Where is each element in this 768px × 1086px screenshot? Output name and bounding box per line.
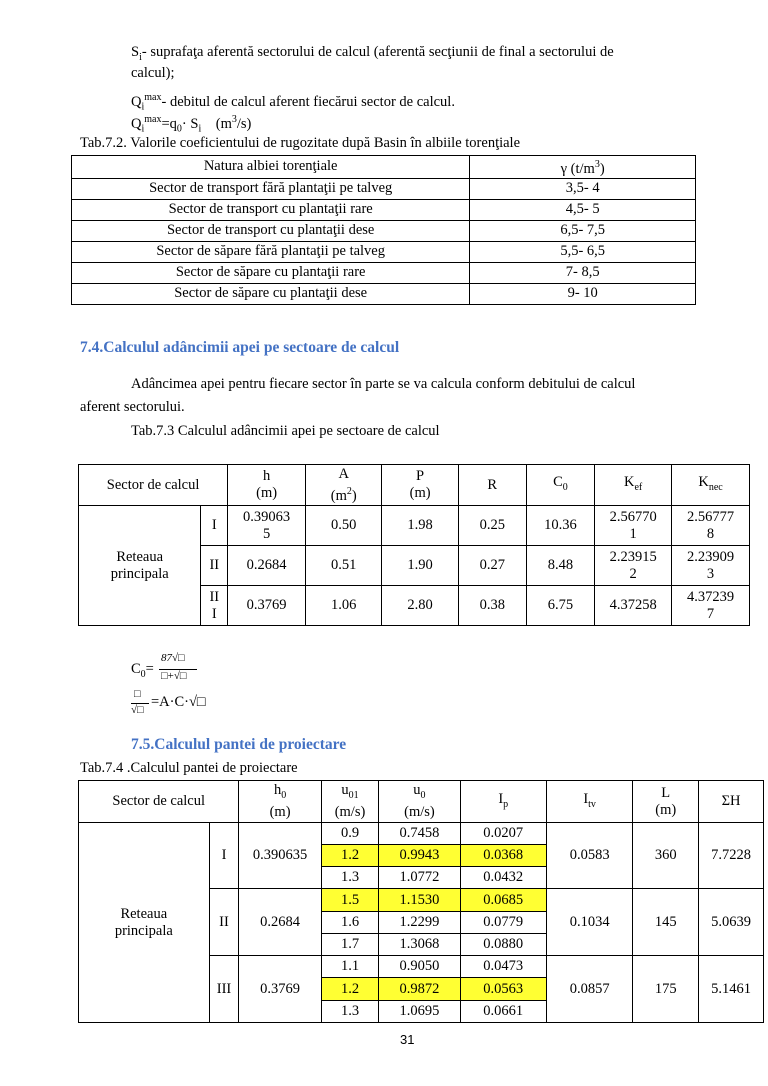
table73-group-label: Reteaua principala	[79, 506, 201, 626]
section-7-4-title: 7.4.Calculul adâncimii apei pe sectoare de calcul	[80, 339, 400, 356]
table74-Ip: 0.0880	[460, 934, 546, 956]
table74-u01-highlighted: 1.5	[321, 889, 379, 912]
table73-cell: 0.51	[306, 546, 382, 586]
table74-sumH: 7.7228	[699, 823, 764, 889]
section-7-4-para-1: Adâncimea apei pentru fiecare sector în parte se va calcula conform debitului de calcul	[131, 376, 636, 392]
table74-u0-highlighted: 0.9872	[379, 978, 460, 1001]
table73-cell: 0.50	[306, 506, 382, 546]
table74-sumH: 5.0639	[699, 889, 764, 956]
table74-h0: 0.3769	[239, 956, 321, 1023]
table72-cell: 3,5- 4	[470, 178, 696, 199]
table73-sector: II I	[201, 586, 228, 626]
table74-h0: 0.2684	[239, 889, 321, 956]
table74-header-sumH: ΣH	[699, 781, 764, 823]
table73-header-A: A $(m^2)$	[306, 465, 382, 506]
table74-u01: 1.7	[321, 934, 379, 956]
table74-header-Itv: $I_{tv}$	[546, 781, 632, 823]
table74-u01: 1.3	[321, 1001, 379, 1023]
table74-sector: III	[209, 956, 239, 1023]
table72-header-gamma: γ $(t/m^3)$	[470, 156, 696, 179]
table74-u0-highlighted: 1.1530	[379, 889, 460, 912]
table73-header-R: R	[458, 465, 526, 506]
table73-cell: 2.80	[382, 586, 458, 626]
table74-Ip: 0.0473	[460, 956, 546, 978]
formula-k-denominator: √□	[131, 704, 144, 716]
table74-Ip-highlighted: 0.0685	[460, 889, 546, 912]
table73	[78, 464, 750, 626]
table73-cell: 0.38	[458, 586, 526, 626]
table74-Ip: 0.0207	[460, 823, 546, 845]
formula-k-rhs: =A·C·√□	[151, 694, 206, 710]
section-7-4-para-2: aferent sectorului.	[80, 399, 185, 415]
table74-u01-highlighted: 1.2	[321, 845, 379, 867]
table74-header-Ip: $I_p$	[460, 781, 546, 823]
intro-line-4: $Q_i^{max}=q_0\cdot S_i$ $(m^3/s)$	[131, 114, 252, 135]
table73-header-P: P (m)	[382, 465, 458, 506]
intro-line-1: $S_i-$ suprafaţa aferentă sectorului de calcul (aferentă secţiunii de final a sectorului de	[131, 44, 614, 63]
table72	[71, 155, 696, 305]
table74-u0: 0.7458	[379, 823, 460, 845]
table74-caption: Tab.7.4 .Calculul pantei de proiectare	[80, 760, 298, 776]
table72-cell: 7- 8,5	[470, 262, 696, 283]
table73-header-h: h (m)	[228, 465, 306, 506]
table74-Itv: 0.0583	[546, 823, 632, 889]
table74-u01: 1.1	[321, 956, 379, 978]
table73-cell: 2.56770 1	[595, 506, 672, 546]
table74-Ip: 0.0661	[460, 1001, 546, 1023]
table72-cell: Sector de săpare cu plantaţii dese	[72, 283, 470, 304]
table73-cell: 8.48	[526, 546, 594, 586]
section-7-5-title: 7.5.Calculul pantei de proiectare	[131, 736, 347, 753]
table74-Ip: 0.0779	[460, 912, 546, 934]
table73-cell: 4.37258	[595, 586, 672, 626]
table74-u0: 1.0695	[379, 1001, 460, 1023]
intro-line-2: calcul);	[131, 65, 175, 81]
table72-cell: 6,5- 7,5	[470, 220, 696, 241]
table74-u0: 1.2299	[379, 912, 460, 934]
table74-header-u0: $u_0$ (m/s)	[379, 781, 460, 823]
table72-cell: Sector de săpare fără plantaţii pe talveg	[72, 241, 470, 262]
table72-cell: 4,5- 5	[470, 199, 696, 220]
table73-header-Kef: $K_{ef}$	[595, 465, 672, 506]
table72-cell: Sector de săpare cu plantaţii rare	[72, 262, 470, 283]
table72-cell: Sector de transport cu plantaţii dese	[72, 220, 470, 241]
table72-header-nature: Natura albiei torenţiale	[72, 156, 470, 179]
table74-L: 145	[633, 889, 699, 956]
table72-cell: 5,5- 6,5	[470, 241, 696, 262]
table74-Ip-highlighted: 0.0368	[460, 845, 546, 867]
table74-u01-highlighted: 1.2	[321, 978, 379, 1001]
table73-cell: 1.98	[382, 506, 458, 546]
table74-u0: 0.9050	[379, 956, 460, 978]
formula-c0-denominator: □+√□	[161, 670, 187, 682]
table74-group-label: Reteaua principala	[79, 823, 210, 1023]
table73-cell: 2.23915 2	[595, 546, 672, 586]
table73-cell: 4.37239 7	[672, 586, 750, 626]
table74-header-L: L (m)	[633, 781, 699, 823]
table73-header-sector: Sector de calcul	[79, 465, 228, 506]
table74-header-sector: Sector de calcul	[79, 781, 239, 823]
table74	[78, 780, 764, 1023]
table74-u0-highlighted: 0.9943	[379, 845, 460, 867]
table74-u0: 1.3068	[379, 934, 460, 956]
table73-cell: 1.90	[382, 546, 458, 586]
table73-cell: 10.36	[526, 506, 594, 546]
table74-L: 360	[633, 823, 699, 889]
table74-header-u01: $u_{01}$ (m/s)	[321, 781, 379, 823]
table73-sector: I	[201, 506, 228, 546]
table74-Ip-highlighted: 0.0563	[460, 978, 546, 1001]
table74-u01: 0.9	[321, 823, 379, 845]
table74-h0: 0.390635	[239, 823, 321, 889]
table73-cell: 0.25	[458, 506, 526, 546]
table72-cell: 9- 10	[470, 283, 696, 304]
table73-caption: Tab.7.3 Calculul adâncimii apei pe sectoare de calcul	[131, 423, 440, 439]
table74-sector: II	[209, 889, 239, 956]
table72-cell: Sector de transport fără plantaţii pe talveg	[72, 178, 470, 199]
table73-cell: 0.39063 5	[228, 506, 306, 546]
table73-header-C0: $C_0$	[526, 465, 594, 506]
table74-Ip: 0.0432	[460, 867, 546, 889]
table73-sector: II	[201, 546, 228, 586]
page-number: 31	[400, 1032, 415, 1047]
table72-caption: Tab.7.2. Valorile coeficientului de rugozitate după Basin în albiile torenţiale	[80, 135, 521, 151]
table73-cell: 0.3769	[228, 586, 306, 626]
table73-cell: 0.27	[458, 546, 526, 586]
table73-cell: 2.23909 3	[672, 546, 750, 586]
table73-cell: 2.56777 8	[672, 506, 750, 546]
table73-cell: 0.2684	[228, 546, 306, 586]
table73-header-Knec: $K_{nec}$	[672, 465, 750, 506]
table73-cell: 1.06	[306, 586, 382, 626]
intro-line-3: $Q_i^{max}-$ debitul de calcul aferent fiecărui sector de calcul.	[131, 92, 455, 113]
table74-L: 175	[633, 956, 699, 1023]
table74-u0: 1.0772	[379, 867, 460, 889]
table74-sumH: 5.1461	[699, 956, 764, 1023]
formula-c0-numerator: 87√□	[161, 652, 185, 664]
formula-k-numerator: □	[134, 688, 141, 700]
table74-u01: 1.6	[321, 912, 379, 934]
table74-Itv: 0.0857	[546, 956, 632, 1023]
table74-Itv: 0.1034	[546, 889, 632, 956]
table74-header-h0: $h_0$ (m)	[239, 781, 321, 823]
table73-cell: 6.75	[526, 586, 594, 626]
table74-u01: 1.3	[321, 867, 379, 889]
table72-cell: Sector de transport cu plantaţii rare	[72, 199, 470, 220]
table74-sector: I	[209, 823, 239, 889]
